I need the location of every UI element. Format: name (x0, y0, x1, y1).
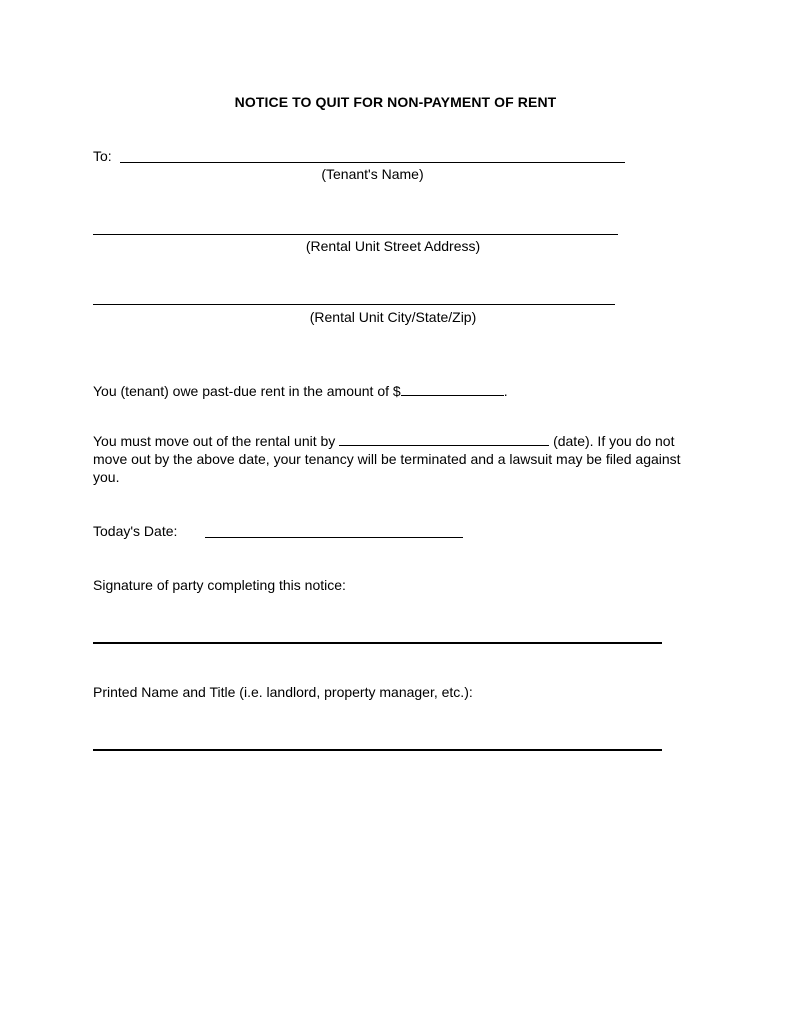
city-state-zip-field[interactable] (93, 304, 615, 305)
to-label: To: (93, 148, 112, 164)
printed-name-label: Printed Name and Title (i.e. landlord, property manager, etc.): (93, 684, 473, 700)
todays-date-field[interactable] (205, 537, 463, 538)
move-out-paragraph (93, 432, 693, 486)
todays-date-label: Today's Date: (93, 523, 178, 539)
move-out-text-after: (date). If you do not move out by the above date, your tenancy will be terminated and a lawsuit may be filed against you. (93, 433, 681, 485)
street-address-caption: (Rental Unit Street Address) (305, 238, 481, 254)
signature-label: Signature of party completing this notice: (93, 577, 346, 593)
move-out-date-field[interactable] (339, 432, 549, 446)
tenant-name-field[interactable] (120, 162, 625, 163)
rent-owed-sentence (93, 382, 508, 399)
street-address-field[interactable] (93, 234, 618, 235)
document-title: NOTICE TO QUIT FOR NON-PAYMENT OF RENT (234, 94, 557, 110)
printed-name-field[interactable] (93, 749, 662, 751)
rent-owed-text: You (tenant) owe past-due rent in the amount of $ (93, 383, 401, 399)
rent-amount-field[interactable] (401, 382, 504, 396)
signature-field[interactable] (93, 642, 662, 644)
move-out-text-before: You must move out of the rental unit by (93, 433, 340, 449)
rent-owed-period: . (503, 383, 508, 399)
city-state-zip-caption: (Rental Unit City/State/Zip) (309, 309, 477, 325)
tenant-name-caption: (Tenant's Name) (321, 166, 424, 182)
